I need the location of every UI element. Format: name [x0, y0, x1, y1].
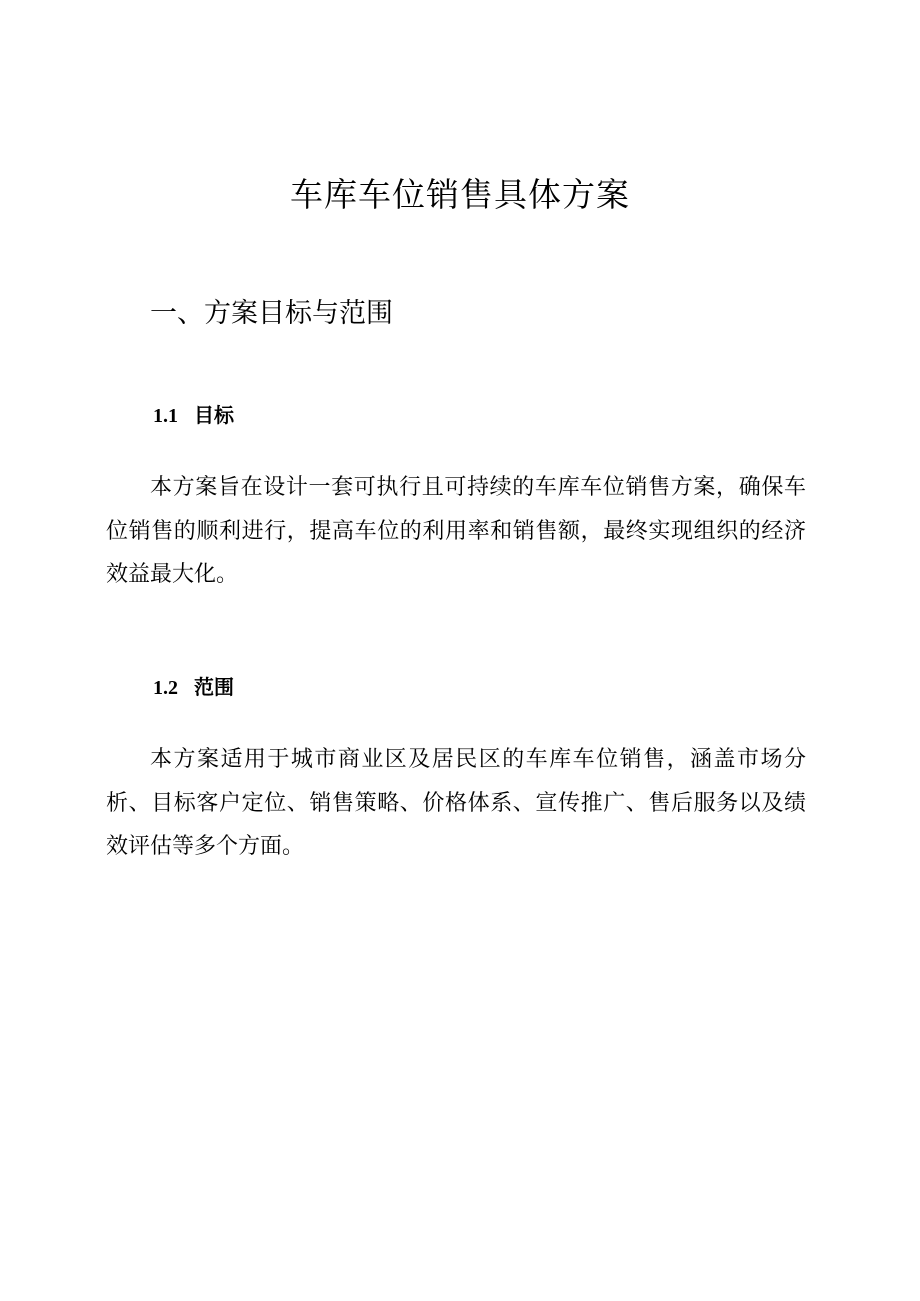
scope-paragraph: 本方案适用于城市商业区及居民区的车库车位销售，涵盖市场分析、目标客户定位、销售策略、价格体系、宣传推广、售后服务以及绩效评估等多个方面。 — [106, 747, 806, 859]
subsection-heading-goal — [153, 400, 234, 431]
subsection-title: 目标 — [194, 403, 234, 427]
subsection-number: 1.2 — [153, 677, 178, 699]
section-heading: 一、方案目标与范围 — [150, 298, 393, 329]
subsection-heading-scope — [153, 672, 234, 703]
document-title: 车库车位销售具体方案 — [290, 175, 630, 214]
goal-paragraph: 本方案旨在设计一套可执行且可持续的车库车位销售方案，确保车位销售的顺利进行，提高车位的利用率和销售额，最终实现组织的经济效益最大化。 — [106, 475, 806, 587]
subsection-title: 范围 — [194, 675, 234, 699]
subsection-number: 1.1 — [153, 405, 178, 427]
